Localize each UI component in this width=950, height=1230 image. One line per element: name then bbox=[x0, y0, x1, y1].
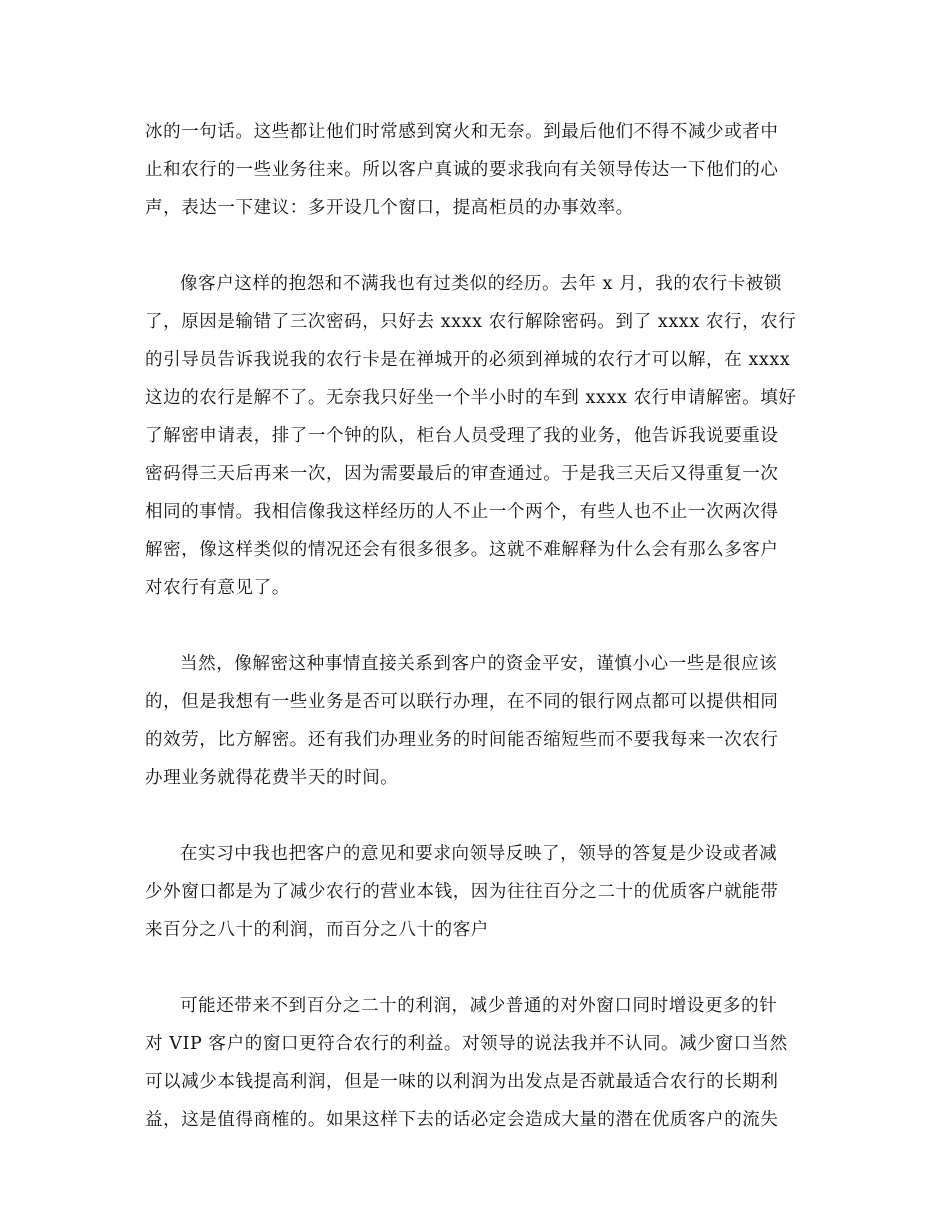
text-line: 在实习中我也把客户的意见和要求向领导反映了，领导的答复是少设或者减 bbox=[180, 844, 778, 864]
text-line: 的，但是我想有一些业务是否可以联行办理，在不同的银行网点都可以提供相同 bbox=[145, 692, 779, 712]
paragraph-2 bbox=[145, 265, 805, 607]
text-line: 声，表达一下建议：多开设几个窗口，提高柜员的办事效率。 bbox=[145, 198, 634, 218]
text-line: 相同的事情。我相信像我这样经历的人不止一个两个，有些人也不止一次两次得 bbox=[145, 502, 779, 522]
paragraph-3 bbox=[145, 645, 805, 797]
text-line: 了解密申请表，排了一个钟的队，柜台人员受理了我的业务，他告诉我说要重设 bbox=[145, 426, 779, 446]
text-line: 益，这是值得商榷的。如果这样下去的话必定会造成大量的潜在优质客户的流失 bbox=[145, 1110, 779, 1130]
text-line: 止和农行的一些业务往来。所以客户真诚的要求我向有关领导传达一下他们的心 bbox=[145, 160, 779, 180]
text-line: 像客户这样的抱怨和不满我也有过类似的经历。去年 x 月，我的农行卡被锁 bbox=[180, 274, 782, 294]
text-line: 这边的农行是解不了。无奈我只好坐一个半小时的车到 xxxx 农行申请解密。填好 bbox=[145, 388, 797, 408]
text-line: 当然，像解密这种事情直接关系到客户的资金平安，谨慎小心一些是很应该 bbox=[180, 654, 778, 674]
text-line: 对农行有意见了。 bbox=[145, 578, 290, 598]
text-line: 可能还带来不到百分之二十的利润，减少普通的对外窗口同时增设更多的针 bbox=[180, 996, 778, 1016]
text-line: 密码得三天后再来一次，因为需要最后的审查通过。于是我三天后又得重复一次 bbox=[145, 464, 779, 484]
text-line: 少外窗口都是为了减少农行的营业本钱，因为往往百分之二十的优质客户就能带 bbox=[145, 882, 779, 902]
text-line: 的效劳，比方解密。还有我们办理业务的时间能否缩短些而不要我每来一次农行 bbox=[145, 730, 779, 750]
text-line: 的引导员告诉我说我的农行卡是在禅城开的必须到禅城的农行才可以解，在 xxxx bbox=[145, 350, 791, 370]
paragraph-5 bbox=[145, 987, 805, 1139]
text-line: 了，原因是输错了三次密码，只好去 xxxx 农行解除密码。到了 xxxx 农行，农行 bbox=[145, 312, 797, 332]
paragraph-1 bbox=[145, 113, 805, 227]
text-line: 冰的一句话。这些都让他们时常感到窝火和无奈。到最后他们不得不减少或者中 bbox=[145, 122, 779, 142]
text-line: 可以减少本钱提高利润，但是一味的以利润为出发点是否就最适合农行的长期利 bbox=[145, 1072, 779, 1092]
text-line: 解密，像这样类似的情况还会有很多很多。这就不难解释为什么会有那么多客户 bbox=[145, 540, 779, 560]
text-line: 办理业务就得花费半天的时间。 bbox=[145, 768, 399, 788]
text-line: 来百分之八十的利润，而百分之八十的客户 bbox=[145, 920, 489, 940]
paragraph-4 bbox=[145, 835, 805, 949]
text-line: 对 VIP 客户的窗口更符合农行的利益。对领导的说法我并不认同。减少窗口当然 bbox=[145, 1034, 788, 1054]
document-body bbox=[145, 113, 805, 1177]
